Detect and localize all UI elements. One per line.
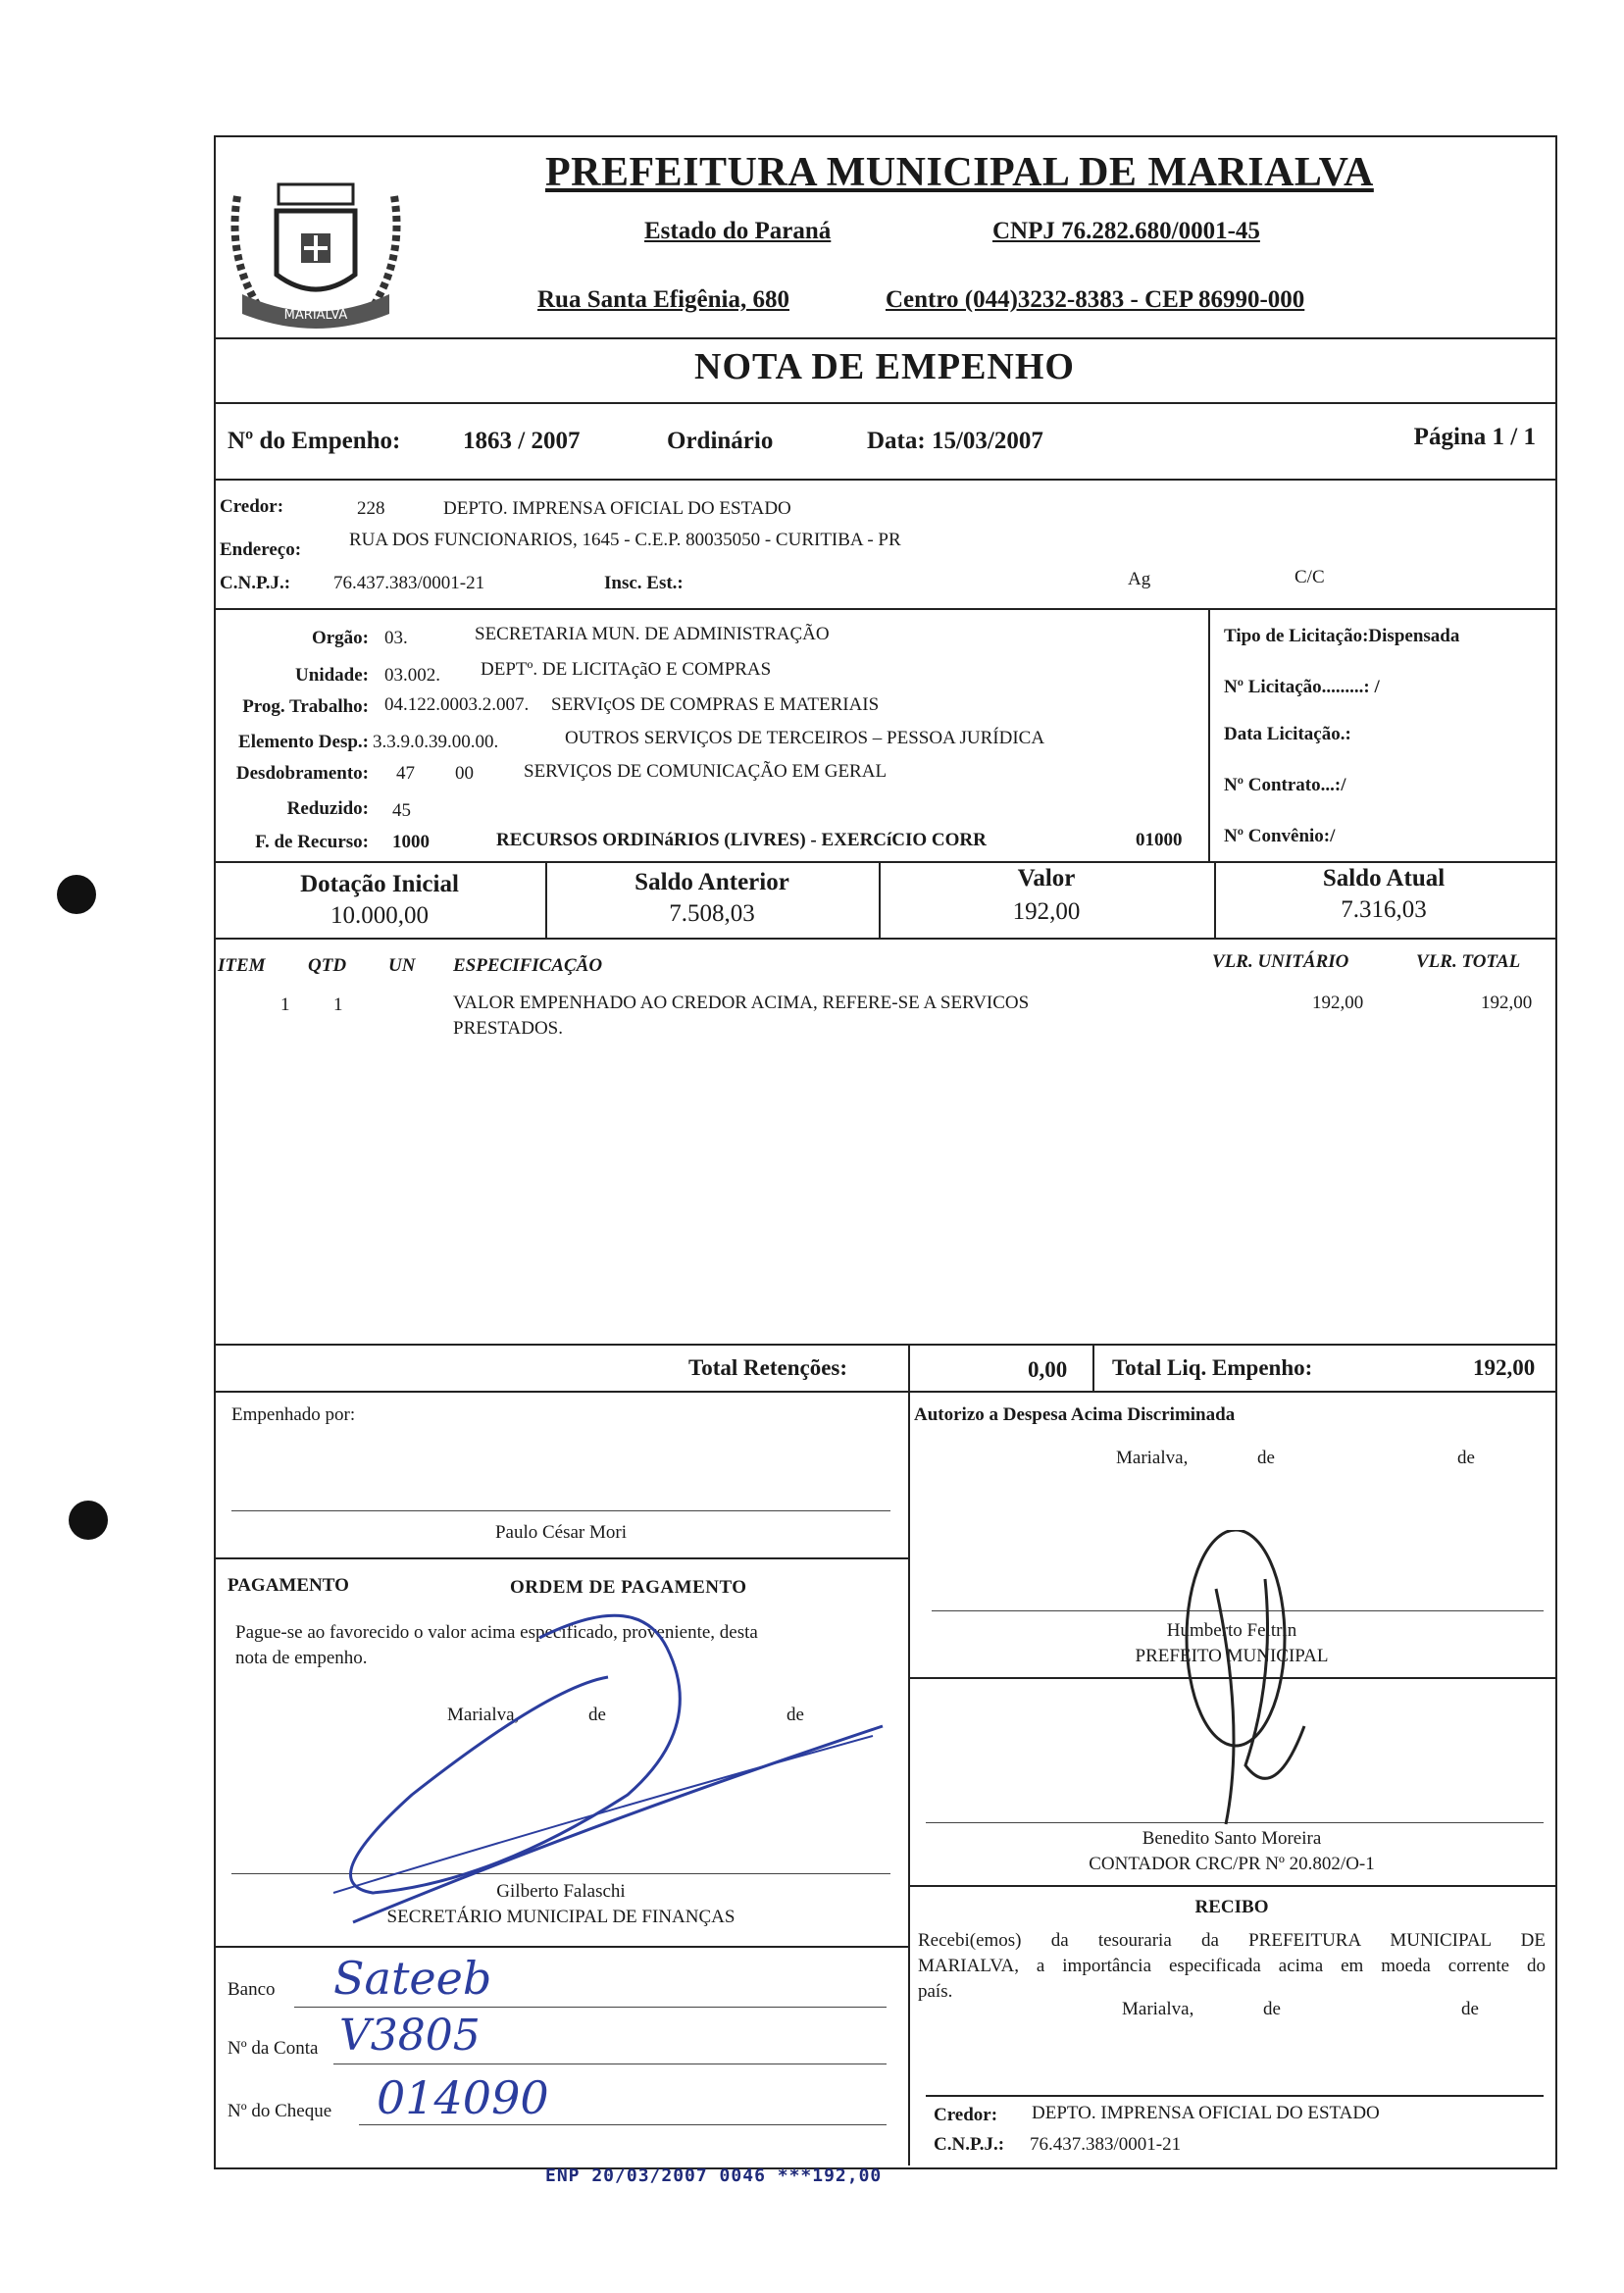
- divider: [926, 2095, 1544, 2097]
- unidade-name: DEPTº. DE LICITAçãO E COMPRAS: [481, 659, 772, 680]
- elemento-name: OUTROS SERVIÇOS DE TERCEIROS – PESSOA JURÍDICA: [565, 728, 1045, 748]
- secretario-title: SECRETÁRIO MUNICIPAL DE FINANÇAS: [386, 1907, 736, 1927]
- ag-label: Ag: [1128, 569, 1151, 589]
- banco-line: [294, 2007, 887, 2008]
- col-header-qtd: QTD: [308, 955, 347, 976]
- divider: [214, 337, 1555, 339]
- numero-contrato: Nº Contrato...:/: [1224, 775, 1346, 795]
- credor-name: DEPTO. IMPRENSA OFICIAL DO ESTADO: [443, 498, 791, 519]
- left-de-1: de: [588, 1705, 606, 1725]
- recibo-cnpj-label: C.N.P.J.:: [934, 2134, 1005, 2155]
- paulo-name: Paulo César Mori: [494, 1522, 628, 1543]
- col-header-un: UN: [388, 955, 416, 976]
- credor-label: Credor:: [220, 496, 284, 517]
- prog-trabalho-code: 04.122.0003.2.007.: [384, 694, 530, 715]
- recibo-line3: país.: [918, 1981, 953, 2002]
- banco-value: Sateeb: [333, 1952, 492, 2005]
- empenho-type: Ordinário: [667, 428, 774, 454]
- prog-trabalho-name: SERVIçOS DE COMPRAS E MATERIAIS: [551, 694, 880, 715]
- right-de-1: de: [1257, 1448, 1275, 1468]
- left-marialva: Marialva,: [447, 1705, 520, 1725]
- desdobramento-code2: 00: [455, 763, 474, 784]
- unidade-label: Unidade:: [295, 665, 369, 686]
- empenho-date: Data: 15/03/2007: [867, 428, 1043, 454]
- recibo-credor-name: DEPTO. IMPRENSA OFICIAL DO ESTADO: [1032, 2103, 1380, 2123]
- conta-value: V3805: [339, 2011, 481, 2061]
- dotacao-inicial-label: Dotação Inicial: [300, 871, 459, 897]
- item-number: 1: [280, 994, 290, 1015]
- orgao-code: 03.: [384, 628, 408, 648]
- elemento-code: 3.3.9.0.39.00.00.: [373, 732, 499, 752]
- pagamento-label: PAGAMENTO: [228, 1575, 349, 1596]
- elemento-label: Elemento Desp.:: [238, 732, 369, 752]
- autorizo-label: Autorizo a Despesa Acima Discriminada: [914, 1404, 1236, 1425]
- saldo-anterior-value: 7.508,03: [669, 900, 755, 927]
- numero-convenio: Nº Convênio:/: [1224, 826, 1336, 846]
- conta-label: Nº da Conta: [228, 2038, 319, 2059]
- punch-hole-top: [57, 875, 96, 914]
- header-state: Estado do Paraná: [644, 218, 832, 244]
- desdobramento-label: Desdobramento:: [235, 763, 369, 784]
- desdobramento-name: SERVIÇOS DE COMUNICAÇÃO EM GERAL: [524, 761, 888, 782]
- signature-line: [231, 1510, 890, 1511]
- divider: [214, 861, 1555, 863]
- divider: [908, 1391, 910, 2166]
- total-liq-label: Total Liq. Empenho:: [1112, 1355, 1313, 1380]
- item-total-value: 192,00: [1481, 993, 1533, 1013]
- right-de-2: de: [1457, 1448, 1475, 1468]
- left-de-2: de: [787, 1705, 804, 1725]
- valor-label: Valor: [1017, 865, 1076, 892]
- item-qty: 1: [333, 994, 343, 1015]
- document-title: NOTA DE EMPENHO: [694, 346, 1075, 387]
- item-unit-value: 192,00: [1312, 993, 1364, 1013]
- insc-est-label: Insc. Est.:: [604, 573, 684, 593]
- recibo-credor-label: Credor:: [934, 2105, 998, 2125]
- divider: [214, 938, 1555, 940]
- divider: [908, 1344, 910, 1391]
- cc-label: C/C: [1294, 567, 1325, 587]
- col-header-item: ITEM: [218, 955, 266, 976]
- recibo-title: RECIBO: [1194, 1897, 1269, 1917]
- cnpj-value: 76.437.383/0001-21: [333, 573, 485, 593]
- divider: [214, 479, 1555, 481]
- divider: [214, 608, 1555, 610]
- empenho-number: 1863 / 2007: [463, 428, 581, 454]
- endereco-value: RUA DOS FUNCIONARIOS, 1645 - C.E.P. 80035050 - CURITIBA - PR: [349, 530, 901, 550]
- reduzido-code: 45: [392, 800, 411, 821]
- total-retencoes-value: 0,00: [1028, 1357, 1068, 1382]
- prefeito-title: PREFEITO MUNICIPAL: [1135, 1646, 1329, 1666]
- divider: [214, 1557, 908, 1559]
- header-district-phone: Centro (044)3232-8383 - CEP 86990-000: [886, 286, 1305, 313]
- divider: [214, 402, 1555, 404]
- punch-hole-bottom: [69, 1501, 108, 1540]
- right-marialva: Marialva,: [1116, 1448, 1189, 1468]
- reduzido-label: Reduzido:: [286, 798, 369, 819]
- divider: [214, 1344, 1555, 1346]
- empenhado-por-label: Empenhado por:: [231, 1404, 356, 1425]
- benedito-name: Benedito Santo Moreira: [1142, 1828, 1322, 1849]
- item-spec-line1: VALOR EMPENHADO AO CREDOR ACIMA, REFERE-SE A SERVICOS: [453, 993, 1030, 1013]
- credor-code: 228: [357, 498, 385, 519]
- col-header-vlr-total: VLR. TOTAL: [1416, 951, 1521, 972]
- cheque-label: Nº do Cheque: [228, 2101, 332, 2121]
- recibo-de-1: de: [1263, 1999, 1281, 2019]
- recibo-cnpj-value: 76.437.383/0001-21: [1030, 2134, 1182, 2155]
- recibo-marialva: Marialva,: [1122, 1999, 1194, 2019]
- signature-scribble-prefeito: [1157, 1530, 1353, 1863]
- header-street: Rua Santa Efigênia, 680: [537, 286, 789, 313]
- unidade-code: 03.002.: [384, 665, 440, 686]
- gilberto-name: Gilberto Falaschi: [496, 1881, 626, 1902]
- cheque-line: [359, 2124, 887, 2125]
- pague-line1: Pague-se ao favorecido o valor acima especificado, proveniente, desta: [235, 1622, 758, 1643]
- orgao-label: Orgão:: [311, 628, 369, 648]
- valor-value: 192,00: [1012, 898, 1081, 925]
- banco-label: Banco: [228, 1979, 276, 2000]
- col-header-vlr-unitario: VLR. UNITÁRIO: [1212, 951, 1349, 972]
- recibo-de-2: de: [1461, 1999, 1479, 2019]
- data-licitacao: Data Licitação.:: [1224, 724, 1351, 744]
- empenho-number-label: Nº do Empenho:: [228, 428, 401, 454]
- item-spec-line2: PRESTADOS.: [453, 1018, 563, 1039]
- recurso-code: 1000: [392, 832, 430, 852]
- prog-trabalho-label: Prog. Trabalho:: [242, 696, 369, 717]
- header-title: PREFEITURA MUNICIPAL DE MARIALVA: [545, 150, 1374, 195]
- saldo-atual-value: 7.316,03: [1341, 896, 1427, 923]
- municipal-seal: [218, 157, 414, 343]
- recibo-line2: MARIALVA, a importância especificada acima em moeda corrente do: [918, 1956, 1546, 1976]
- tipo-licitacao: Tipo de Licitação:Dispensada: [1224, 626, 1460, 646]
- header-cnpj: CNPJ 76.282.680/0001-45: [992, 218, 1260, 244]
- col-header-especificacao: ESPECIFICAÇÃO: [453, 955, 603, 976]
- recurso-code2: 01000: [1136, 830, 1183, 850]
- divider: [908, 1885, 1555, 1887]
- ordem-pagamento-label: ORDEM DE PAGAMENTO: [510, 1577, 747, 1598]
- divider: [214, 1391, 1555, 1393]
- payment-stamp: ENP 20/03/2007 0046 ***192,00: [545, 2166, 883, 2186]
- saldo-atual-label: Saldo Atual: [1322, 865, 1446, 892]
- humberto-name: Humberto Feltrin: [1166, 1620, 1297, 1641]
- recurso-label: F. de Recurso:: [255, 832, 369, 852]
- divider: [1092, 1344, 1094, 1391]
- page-number: Página 1 / 1: [1413, 424, 1536, 450]
- recurso-name: RECURSOS ORDINáRIOS (LIVRES) - EXERCíCIO CORR: [496, 830, 987, 850]
- recibo-line1: Recebi(emos) da tesouraria da PREFEITURA MUNICIPAL DE: [918, 1930, 1546, 1951]
- total-liq-value: 192,00: [1473, 1355, 1536, 1380]
- dotacao-inicial-value: 10.000,00: [330, 902, 429, 929]
- contador-title: CONTADOR CRC/PR Nº 20.802/O-1: [1089, 1854, 1375, 1874]
- divider: [1208, 608, 1210, 861]
- desdobramento-code1: 47: [396, 763, 415, 784]
- signature-scribble-secretario: [294, 1569, 902, 1962]
- cheque-value: 014090: [377, 2071, 549, 2124]
- saldo-anterior-label: Saldo Anterior: [634, 869, 789, 895]
- numero-licitacao: Nº Licitação.........: /: [1224, 677, 1380, 697]
- cnpj-label: C.N.P.J.:: [220, 573, 291, 593]
- endereco-label: Endereço:: [220, 539, 302, 560]
- total-retencoes-label: Total Retenções:: [688, 1355, 848, 1380]
- orgao-name: SECRETARIA MUN. DE ADMINISTRAÇÃO: [475, 624, 830, 644]
- svg-text:MARIALVA: MARIALVA: [283, 308, 348, 323]
- pague-line2: nota de empenho.: [235, 1648, 368, 1668]
